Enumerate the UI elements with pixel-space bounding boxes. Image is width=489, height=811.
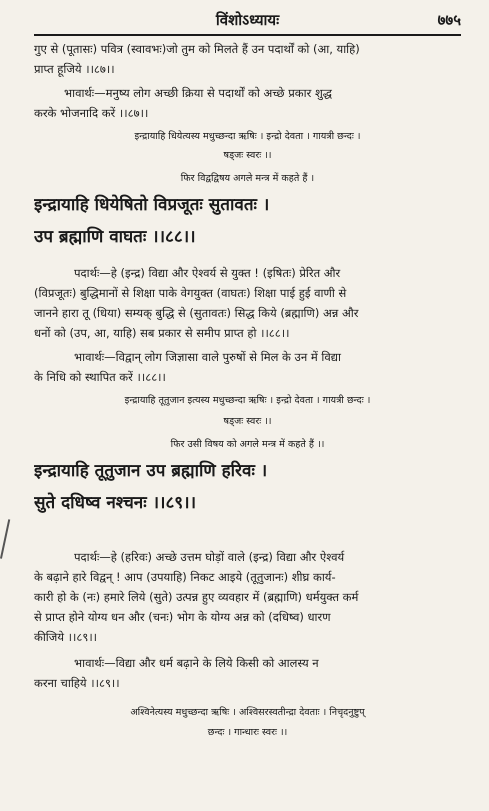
rishi-devata-line: इन्द्रायाहि तूतुजान इत्यस्य मधुच्छन्दा ऋषिः । इन्द्रो देवता । गायत्री छन्दः । — [124, 395, 371, 406]
body-line: गुए से (पूतासः) पवित्र (स्वावभः)जो तुम को मिलते हैं उन पदार्थों को (आ, याहि) — [34, 42, 360, 56]
mantra-line: उप ब्रह्माणि वाघतः ।।८८।। — [34, 227, 196, 247]
page-number: ७७५ — [437, 11, 461, 29]
mantra-line: सुते दधिष्व नश्चनः ।।८९।। — [34, 493, 197, 513]
body-line: से प्राप्त होने योग्य धन और (चनः) भोग के योग्य अन्न को (दधिष्व) धारण — [34, 610, 331, 624]
chapter-title: विंशोऽध्यायः — [215, 11, 280, 29]
padartha-line: पदार्थः—हे (हरिवः) अच्छे उत्तम घोड़ों वाले (इन्द्र) विद्या और ऐश्वर्य — [74, 550, 345, 564]
section-intro: फिर उसी विषय को अगले मन्त्र में कहते हैं ।। — [170, 439, 325, 450]
bhavartha-line: भावार्थः—मनुष्य लोग अच्छी क्रिया से पदार्थों को अच्छे प्रकार शुद्ध — [64, 86, 332, 100]
body-line: के निधि को स्थापित करें ।।८८।। — [34, 370, 166, 384]
body-line: करके भोजनादि करें ।।८७।। — [34, 106, 149, 120]
mantra-line: इन्द्रायाहि तूतुजान उप ब्रह्माणि हरिवः । — [34, 461, 268, 481]
body-line: (विप्रजूतः) बुद्धिमानों से शिक्षा पाके वेगयुक्त (वाघतः) शिक्षा पाई हुई वाणी से — [34, 286, 347, 300]
bhavartha-line: भावार्थः—विद्या और धर्म बढ़ाने के लिये किसी को आलस्य न — [74, 656, 319, 670]
body-line: के बढ़ाने हारे विद्वन् ! आप (उपयाहि) निकट आइये (तूतुजानः) शीघ्र कार्य- — [34, 570, 336, 584]
padartha-line: पदार्थः—हे (इन्द्र) विद्या और ऐश्वर्य से युक्त ! (इषितः) प्रेरित और — [74, 266, 341, 280]
svara-line: छन्दः । गान्धारः स्वरः ।। — [207, 727, 288, 738]
body-line: कीजिये ।।८९।। — [34, 630, 98, 644]
body-line: कारी हो के (नः) हमारे लिये (सुते) उत्पन्न हुए व्यवहार में (ब्रह्माणि) धर्मयुक्त कर्म — [34, 590, 359, 604]
bhavartha-line: भावार्थः—विद्वान् लोग जिज्ञासा वाले पुरुषों से मिल के उन में विद्या — [74, 350, 341, 364]
body-line: धनों को (उप, आ, याहि) सब प्रकार से समीप प्राप्त हो ।।८८।। — [34, 326, 290, 340]
rishi-devata-line: अश्विनेत्यस्य मधुच्छन्दा ऋषिः । अश्विसरस्वतीन्द्रा देवताः । निचृदनुष्टुप् — [130, 707, 365, 718]
svara-line: षड्जः स्वरः ।। — [223, 416, 272, 427]
rishi-devata-line: इन्द्रायाहि धियेत्यस्य मधुच्छन्दा ऋषिः । इन्द्रो देवता । गायत्री छन्दः । — [134, 131, 361, 142]
mantra-line: इन्द्रायाहि धियेषितो विप्रजूतः सुतावतः । — [34, 195, 270, 215]
body-line: प्राप्त हूजिये ।।८७।। — [34, 62, 115, 76]
svara-line: षड्जः स्वरः ।। — [223, 150, 272, 161]
section-intro: फिर विद्वद्विषय अगले मन्त्र में कहते हैं । — [180, 173, 315, 184]
body-line: जानने हारा तू (धिया) सम्यक् बुद्धि से (सुतावतः) सिद्ध किये (ब्रह्माणि) अन्न और — [34, 306, 359, 320]
page-header — [34, 8, 461, 36]
body-line: करना चाहिये ।।८९।। — [34, 676, 120, 690]
